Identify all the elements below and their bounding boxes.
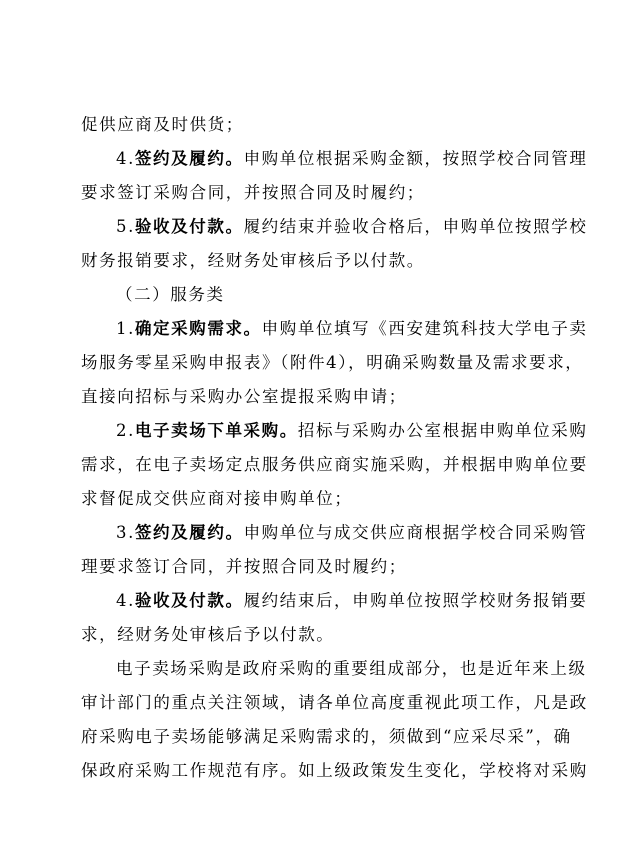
paragraph-line	[81, 113, 244, 137]
line-text: 审计部门的重点关注领域，请各单位高度重视此项工作，凡是政	[81, 693, 588, 712]
line-text: 求，经财务处审核后予以付款。	[81, 625, 335, 644]
paragraph-line	[81, 555, 407, 579]
line-text: 促供应商及时供货；	[81, 115, 244, 134]
item-heading: 电子卖场下单采购。	[134, 421, 298, 440]
item-heading: 验收及付款。	[134, 217, 244, 236]
line-text: 电子卖场采购是政府采购的重要组成部分，也是近年来上级	[116, 659, 587, 678]
paragraph-line	[81, 385, 407, 409]
line-text: 场服务零星采购申报表》（附件4），明确采购数量及需求要求，	[81, 353, 584, 372]
line-text: 履约结束并验收合格后，申购单位按照学校	[243, 217, 588, 236]
paragraph-line	[81, 351, 583, 375]
line-text: 保政府采购工作规范有序。如上级政策发生变化，学校将对采购	[81, 761, 588, 780]
item-number: 2.	[116, 421, 135, 440]
paragraph-line	[81, 623, 334, 647]
paragraph-line	[116, 215, 587, 239]
item-heading: 签约及履约。	[134, 149, 244, 168]
line-text: 履约结束后，申购单位按照学校财务报销要	[243, 591, 588, 610]
paragraph-line	[81, 759, 588, 783]
paragraph-line	[81, 487, 353, 511]
line-text: 府采购电子卖场能够满足采购需求的，须做到“应采尽采”，确	[81, 727, 572, 746]
line-text: 财务报销要求，经财务处审核后予以付款。	[81, 251, 425, 270]
line-text: 求督促成交供应商对接申购单位；	[81, 489, 353, 508]
line-text: 直接向招标与采购办公室提报采购申请；	[81, 387, 407, 406]
paragraph-line	[81, 691, 588, 715]
section-heading	[116, 283, 225, 307]
paragraph-line	[116, 147, 587, 171]
item-number: 5.	[116, 217, 135, 236]
paragraph-line	[81, 181, 425, 205]
item-heading: 签约及履约。	[134, 523, 244, 542]
line-text: 理要求签订合同，并按照合同及时履约；	[81, 557, 407, 576]
item-number: 4.	[116, 149, 135, 168]
item-heading: 验收及付款。	[134, 591, 244, 610]
paragraph-line	[116, 657, 587, 681]
line-text: 要求签订采购合同，并按照合同及时履约；	[81, 183, 425, 202]
paragraph-line	[116, 317, 587, 341]
line-text: 申购单位与成交供应商根据学校合同采购管	[243, 523, 588, 542]
paragraph-line	[81, 453, 588, 477]
paragraph-line	[116, 589, 587, 613]
line-text: 招标与采购办公室根据申购单位采购	[297, 421, 588, 440]
paragraph-line	[116, 521, 587, 545]
line-text: 申购单位填写《西安建筑科技大学电子卖	[261, 319, 588, 338]
paragraph-line	[81, 249, 425, 273]
item-heading: 确定采购需求。	[134, 319, 262, 338]
item-number: 4.	[116, 591, 135, 610]
section-heading-text: （二）服务类	[116, 285, 225, 304]
line-text: 需求，在电子卖场定点服务供应商实施采购，并根据申购单位要	[81, 455, 588, 474]
item-number: 3.	[116, 523, 135, 542]
paragraph-line	[116, 419, 587, 443]
paragraph-line	[81, 725, 572, 749]
line-text: 申购单位根据采购金额，按照学校合同管理	[243, 149, 588, 168]
item-number: 1.	[116, 319, 135, 338]
